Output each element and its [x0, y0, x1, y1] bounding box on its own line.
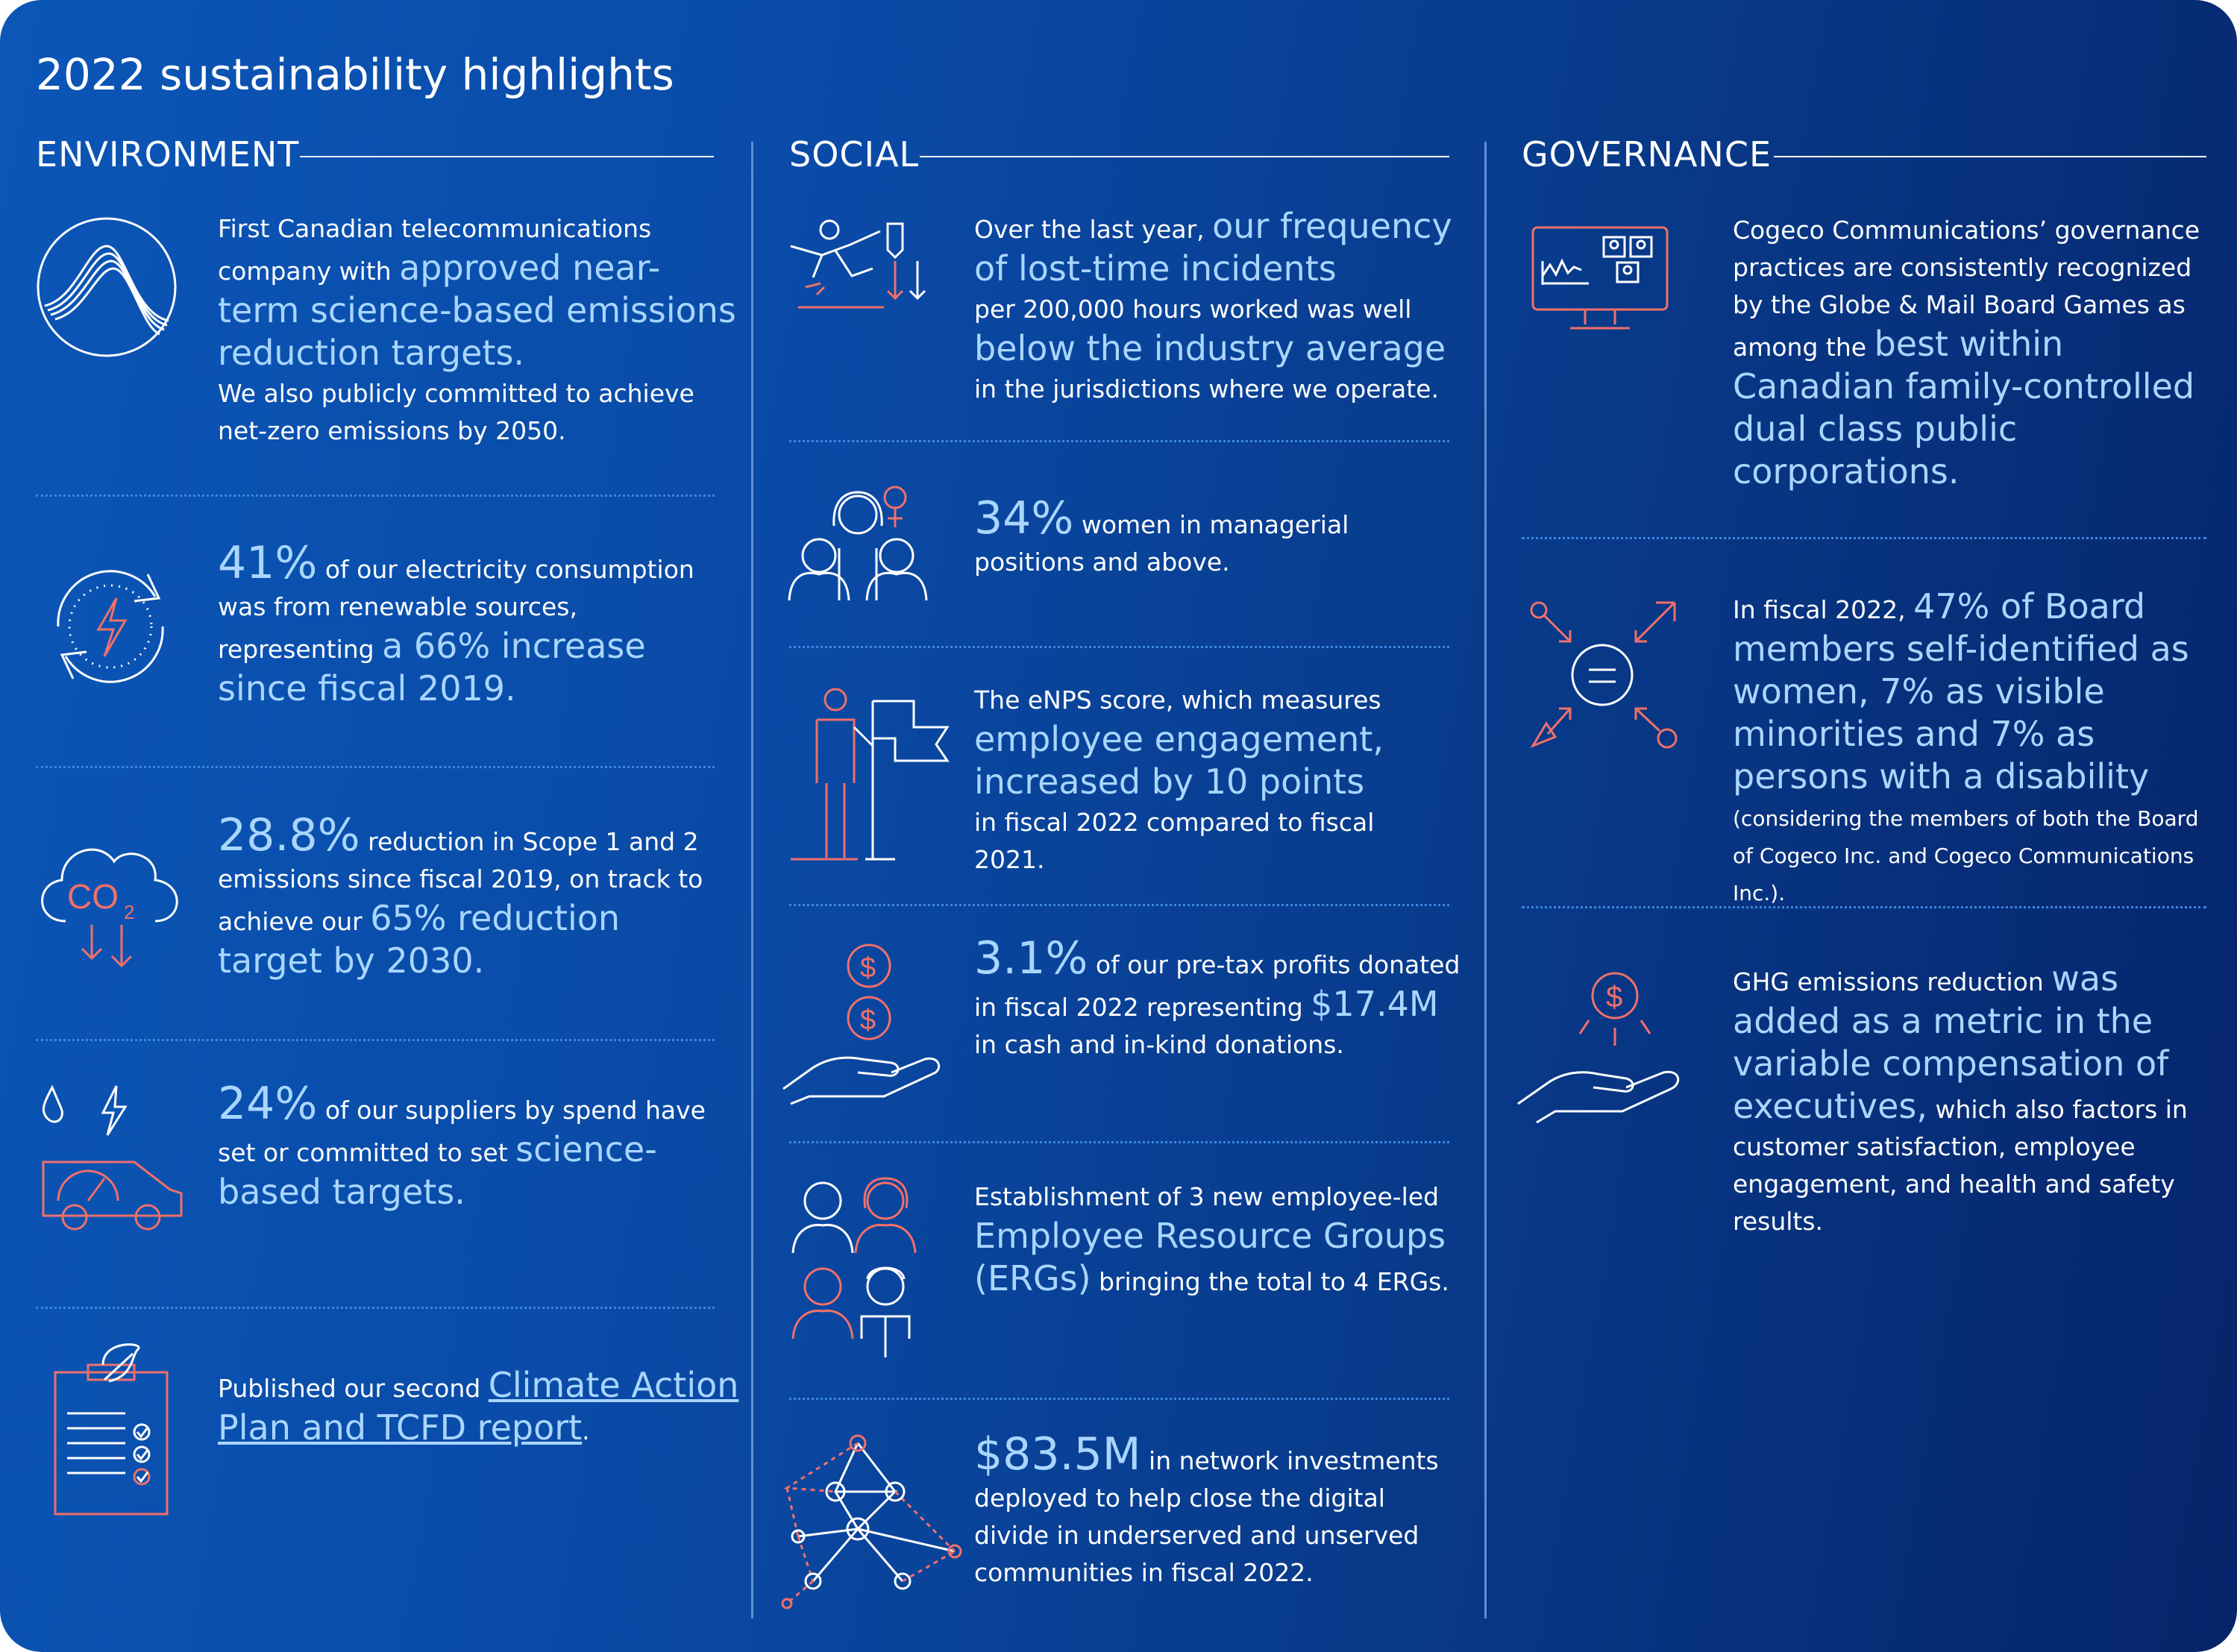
- env1-highlight: approved near-term science-based emissions reduction targets.: [218, 248, 736, 373]
- equality-arrows-icon: [1525, 597, 1682, 753]
- board-monitor-icon: [1529, 224, 1671, 336]
- column-divider-2: [1484, 142, 1487, 1618]
- social-heading: SOCIAL: [789, 134, 920, 175]
- soc2-percent: 34%: [974, 492, 1074, 544]
- soc3-highlight: employee engagement, increased by 10 points: [974, 719, 1384, 802]
- person-flag-icon: [783, 686, 955, 865]
- env2-highlight: a 66% increase since fiscal 2019.: [218, 626, 646, 709]
- env4-highlight: science-based targets.: [218, 1129, 657, 1212]
- env3-highlight: 65% reduction target by 2030.: [218, 898, 621, 981]
- co2-subscript: 2: [124, 901, 135, 923]
- social-divider: [789, 646, 1449, 648]
- social-divider: [789, 1141, 1449, 1143]
- gov2-intro: In fiscal 2022,: [1733, 595, 1914, 624]
- env1-net-zero: We also publicly committed to achieve net-zero emissions by 2050.: [218, 379, 694, 445]
- renewable-cycle-icon: [36, 552, 185, 701]
- gov1-body: Cogeco Communications’ governance practices are consistently recognized by the Globe & Mail Board Games as among the: [1733, 216, 2200, 362]
- governance-heading-rule: [1774, 156, 2206, 157]
- soc1-intro: Over the last year,: [974, 215, 1213, 244]
- soc5-body: bringing the total to 4 ERGs.: [1091, 1267, 1449, 1296]
- social-donation-text: [974, 932, 1481, 1064]
- social-incidents-text: [974, 206, 1459, 408]
- compensation-hand-icon: [1514, 962, 1693, 1141]
- env4-body: of our suppliers by spend have set or committed to set: [218, 1096, 706, 1167]
- gov-board-games-text: [1733, 212, 2210, 494]
- soc1-highlight-2: below the industry average: [974, 328, 1446, 368]
- env-scope-text: [218, 809, 725, 983]
- gov2-note: (considering the members of both the Board of Cogeco Inc. and Cogeco Communications Inc.).: [1733, 806, 2199, 905]
- soc6-body: in network investments deployed to help close the digital divide in underserved and unserved communities in fiscal 2022.: [974, 1446, 1439, 1587]
- gov-board-diversity-text: [1733, 586, 2218, 911]
- soc4-donations: in cash and in-kind donations.: [974, 1030, 1344, 1059]
- env4-percent: 24%: [218, 1078, 318, 1130]
- social-women-text: [974, 492, 1437, 581]
- diverse-people-icon: [787, 1175, 936, 1361]
- social-heading-rule: [920, 156, 1449, 157]
- soc4-percent: 3.1%: [974, 932, 1088, 984]
- climate-action-plan-link[interactable]: Climate Action Plan and TCFD report: [218, 1365, 739, 1448]
- soc2-body: women in managerial positions and above.: [974, 510, 1349, 577]
- soc5-intro: Establishment of 3 new employee-led: [974, 1182, 1440, 1211]
- env3-body: reduction in Scope 1 and 2 emissions since fiscal 2019, on track to achieve our: [218, 827, 703, 936]
- gov3-intro: GHG emissions reduction: [1733, 967, 2052, 996]
- network-nodes-icon: [783, 1432, 962, 1611]
- soc3-body: in fiscal 2022 compared to fiscal 2021.: [974, 808, 1375, 874]
- soc4-amount: $17.4M: [1311, 984, 1439, 1024]
- gov-divider: [1522, 537, 2206, 539]
- env5-period: .: [582, 1416, 590, 1445]
- gov3-body: which also factors in customer satisfaction, employee engagement, and health and safety results.: [1733, 1095, 2188, 1236]
- report-checklist-icon: [51, 1342, 178, 1521]
- env-divider: [36, 1039, 715, 1041]
- column-divider-1: [751, 142, 753, 1618]
- social-enps-text: [974, 682, 1452, 879]
- social-ergs-text: [974, 1178, 1459, 1301]
- gov3-highlight: was added as a metric in the variable compensation of executives,: [1733, 958, 2169, 1126]
- env-divider: [36, 494, 715, 497]
- soc6-amount: $83.5M: [974, 1428, 1141, 1480]
- environment-heading: ENVIRONMENT: [36, 134, 300, 175]
- social-divider: [789, 1398, 1449, 1400]
- social-divider: [789, 904, 1449, 906]
- env-report-text: [218, 1365, 740, 1450]
- env-approved-targets-text: [218, 210, 740, 450]
- env-suppliers-text: [218, 1078, 725, 1214]
- soc1-body: per 200,000 hours worked was well: [974, 295, 1412, 324]
- soc1-highlight-1: our frequency of lost-time incidents: [974, 206, 1452, 289]
- env5-intro: Published our second: [218, 1374, 489, 1403]
- env2-percent: 41%: [218, 537, 318, 589]
- env-renewable-text: [218, 537, 725, 711]
- env-divider: [36, 1307, 715, 1309]
- soc5-highlight: Employee Resource Groups (ERGs): [974, 1216, 1446, 1298]
- slip-fall-safety-icon: [783, 216, 947, 313]
- gov2-highlight: 47% of Board members self-identified as women, 7% as visible minorities and 7% as persons with a disability: [1733, 586, 2189, 797]
- svg-text:$: $: [860, 952, 876, 984]
- page-title: 2022 sustainability highlights: [36, 49, 674, 100]
- governance-heading: GOVERNANCE: [1522, 134, 1772, 175]
- dollar-hand-icon: [779, 940, 944, 1104]
- gov-compensation-text: [1733, 958, 2225, 1240]
- co2-label: CO: [67, 877, 119, 916]
- earth-wave-icon: [36, 216, 178, 358]
- gov1-highlight: best within Canadian family-controlled dual class public corporations.: [1733, 324, 2195, 491]
- co2-cloud-icon: [28, 820, 192, 970]
- women-group-icon: [783, 481, 932, 608]
- environment-heading-rule: [300, 156, 714, 157]
- env2-body: of our electricity consumption was from renewable sources, representing: [218, 555, 694, 664]
- env3-percent: 28.8%: [218, 809, 360, 861]
- soc4-body: of our pre-tax profits donated in fiscal 2022 representing: [974, 950, 1461, 1022]
- env1-intro: First Canadian telecommunications company with: [218, 214, 652, 286]
- electric-van-icon: [36, 1081, 192, 1238]
- env-divider: [36, 766, 715, 768]
- svg-text:$: $: [860, 1005, 876, 1036]
- social-network-text: [974, 1428, 1459, 1592]
- social-divider: [789, 440, 1449, 442]
- soc3-intro: The eNPS score, which measures: [974, 685, 1381, 714]
- soc1-jurisdictions: in the jurisdictions where we operate.: [974, 374, 1439, 403]
- svg-text:$: $: [1606, 981, 1623, 1014]
